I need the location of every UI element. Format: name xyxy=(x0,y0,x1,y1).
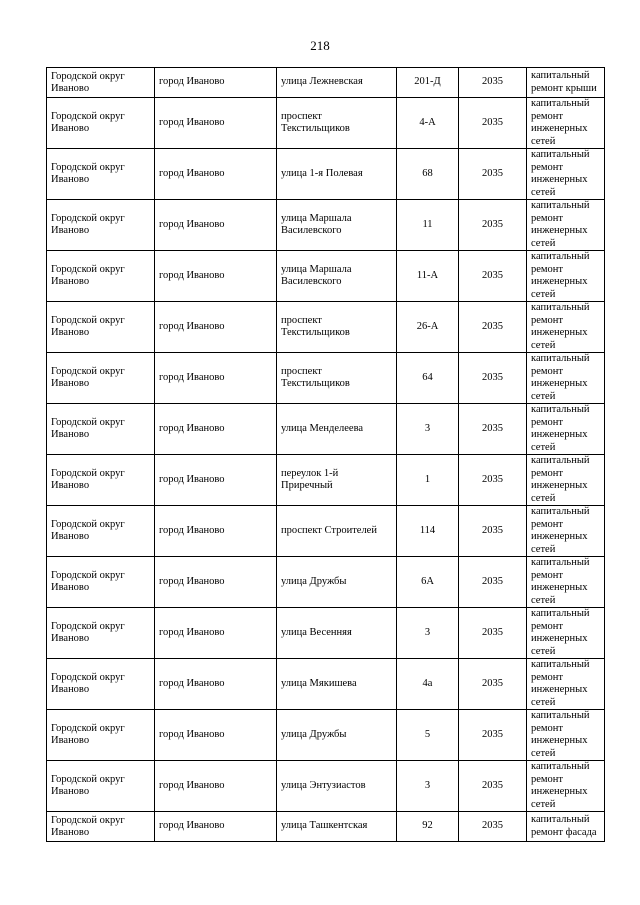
work-type-cell: капитальный ремонт инженерных сетей xyxy=(527,353,605,404)
table-row xyxy=(47,149,605,200)
table-row xyxy=(47,98,605,149)
city-cell: город Иваново xyxy=(155,98,277,149)
repair-schedule-table xyxy=(46,67,605,842)
work-type-cell: капитальный ремонт инженерных сетей xyxy=(527,200,605,251)
table-row xyxy=(47,404,605,455)
street-cell: проспект Текстильщиков xyxy=(277,353,397,404)
table-row xyxy=(47,68,605,98)
house-number-cell: 6А xyxy=(397,557,459,608)
house-number-cell: 201-Д xyxy=(397,68,459,98)
street-cell: проспект Текстильщиков xyxy=(277,302,397,353)
house-number-cell: 1 xyxy=(397,455,459,506)
municipal-district-cell: Городской округ Иваново xyxy=(47,353,155,404)
year-cell: 2035 xyxy=(459,455,527,506)
year-cell: 2035 xyxy=(459,302,527,353)
table-row xyxy=(47,710,605,761)
work-type-cell: капитальный ремонт инженерных сетей xyxy=(527,251,605,302)
municipal-district-cell: Городской округ Иваново xyxy=(47,455,155,506)
city-cell: город Иваново xyxy=(155,557,277,608)
street-cell: улица Дружбы xyxy=(277,710,397,761)
municipal-district-cell: Городской округ Иваново xyxy=(47,251,155,302)
work-type-cell: капитальный ремонт инженерных сетей xyxy=(527,404,605,455)
house-number-cell: 5 xyxy=(397,710,459,761)
street-cell: улица Дружбы xyxy=(277,557,397,608)
house-number-cell: 11-А xyxy=(397,251,459,302)
city-cell: город Иваново xyxy=(155,200,277,251)
year-cell: 2035 xyxy=(459,659,527,710)
year-cell: 2035 xyxy=(459,608,527,659)
house-number-cell: 64 xyxy=(397,353,459,404)
work-type-cell: капитальный ремонт инженерных сетей xyxy=(527,506,605,557)
municipal-district-cell: Городской округ Иваново xyxy=(47,761,155,812)
house-number-cell: 26-А xyxy=(397,302,459,353)
city-cell: город Иваново xyxy=(155,353,277,404)
year-cell: 2035 xyxy=(459,98,527,149)
year-cell: 2035 xyxy=(459,812,527,842)
city-cell: город Иваново xyxy=(155,251,277,302)
year-cell: 2035 xyxy=(459,557,527,608)
street-cell: улица Энтузиастов xyxy=(277,761,397,812)
municipal-district-cell: Городской округ Иваново xyxy=(47,149,155,200)
city-cell: город Иваново xyxy=(155,761,277,812)
municipal-district-cell: Городской округ Иваново xyxy=(47,659,155,710)
street-cell: улица Ташкентская xyxy=(277,812,397,842)
municipal-district-cell: Городской округ Иваново xyxy=(47,608,155,659)
city-cell: город Иваново xyxy=(155,404,277,455)
work-type-cell: капитальный ремонт крыши xyxy=(527,68,605,98)
municipal-district-cell: Городской округ Иваново xyxy=(47,302,155,353)
work-type-cell: капитальный ремонт инженерных сетей xyxy=(527,710,605,761)
table-row xyxy=(47,251,605,302)
table-row xyxy=(47,302,605,353)
year-cell: 2035 xyxy=(459,506,527,557)
street-cell: улица Менделеева xyxy=(277,404,397,455)
street-cell: переулок 1-й Приречный xyxy=(277,455,397,506)
municipal-district-cell: Городской округ Иваново xyxy=(47,68,155,98)
street-cell: улица Мякишева xyxy=(277,659,397,710)
year-cell: 2035 xyxy=(459,200,527,251)
municipal-district-cell: Городской округ Иваново xyxy=(47,506,155,557)
year-cell: 2035 xyxy=(459,761,527,812)
table-row xyxy=(47,200,605,251)
table-row xyxy=(47,659,605,710)
city-cell: город Иваново xyxy=(155,455,277,506)
work-type-cell: капитальный ремонт фасада xyxy=(527,812,605,842)
table-row xyxy=(47,455,605,506)
city-cell: город Иваново xyxy=(155,710,277,761)
house-number-cell: 114 xyxy=(397,506,459,557)
year-cell: 2035 xyxy=(459,149,527,200)
city-cell: город Иваново xyxy=(155,149,277,200)
table-row xyxy=(47,353,605,404)
year-cell: 2035 xyxy=(459,710,527,761)
city-cell: город Иваново xyxy=(155,302,277,353)
table-row xyxy=(47,761,605,812)
work-type-cell: капитальный ремонт инженерных сетей xyxy=(527,98,605,149)
work-type-cell: капитальный ремонт инженерных сетей xyxy=(527,149,605,200)
city-cell: город Иваново xyxy=(155,506,277,557)
street-cell: улица Маршала Василевского xyxy=(277,251,397,302)
municipal-district-cell: Городской округ Иваново xyxy=(47,557,155,608)
house-number-cell: 3 xyxy=(397,608,459,659)
year-cell: 2035 xyxy=(459,68,527,98)
page-number: 218 xyxy=(310,38,330,53)
work-type-cell: капитальный ремонт инженерных сетей xyxy=(527,455,605,506)
municipal-district-cell: Городской округ Иваново xyxy=(47,200,155,251)
work-type-cell: капитальный ремонт инженерных сетей xyxy=(527,761,605,812)
house-number-cell: 4-А xyxy=(397,98,459,149)
house-number-cell: 11 xyxy=(397,200,459,251)
street-cell: улица Маршала Василевского xyxy=(277,200,397,251)
table-row xyxy=(47,506,605,557)
municipal-district-cell: Городской округ Иваново xyxy=(47,98,155,149)
municipal-district-cell: Городской округ Иваново xyxy=(47,404,155,455)
work-type-cell: капитальный ремонт инженерных сетей xyxy=(527,659,605,710)
street-cell: улица Лежневская xyxy=(277,68,397,98)
work-type-cell: капитальный ремонт инженерных сетей xyxy=(527,302,605,353)
house-number-cell: 3 xyxy=(397,761,459,812)
work-type-cell: капитальный ремонт инженерных сетей xyxy=(527,557,605,608)
table-row xyxy=(47,608,605,659)
work-type-cell: капитальный ремонт инженерных сетей xyxy=(527,608,605,659)
table-row xyxy=(47,557,605,608)
table-row xyxy=(47,812,605,842)
city-cell: город Иваново xyxy=(155,608,277,659)
house-number-cell: 3 xyxy=(397,404,459,455)
street-cell: улица Весенняя xyxy=(277,608,397,659)
street-cell: проспект Строителей xyxy=(277,506,397,557)
house-number-cell: 68 xyxy=(397,149,459,200)
house-number-cell: 4а xyxy=(397,659,459,710)
year-cell: 2035 xyxy=(459,404,527,455)
street-cell: проспект Текстильщиков xyxy=(277,98,397,149)
municipal-district-cell: Городской округ Иваново xyxy=(47,710,155,761)
city-cell: город Иваново xyxy=(155,659,277,710)
street-cell: улица 1-я Полевая xyxy=(277,149,397,200)
table-body xyxy=(47,68,605,842)
municipal-district-cell: Городской округ Иваново xyxy=(47,812,155,842)
city-cell: город Иваново xyxy=(155,812,277,842)
year-cell: 2035 xyxy=(459,353,527,404)
city-cell: город Иваново xyxy=(155,68,277,98)
year-cell: 2035 xyxy=(459,251,527,302)
house-number-cell: 92 xyxy=(397,812,459,842)
